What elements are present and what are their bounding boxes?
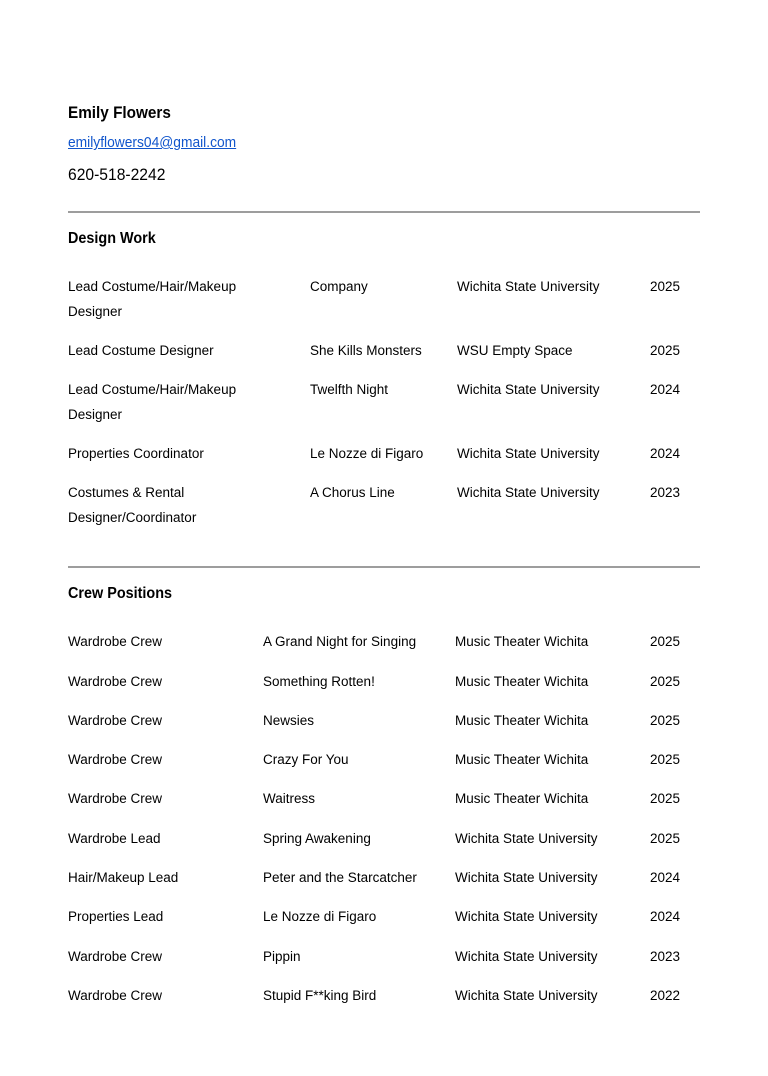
email-line <box>68 134 700 152</box>
cell-production: Crazy For You <box>263 752 349 768</box>
section-title: Crew Positions <box>68 584 173 602</box>
cell-role: Wardrobe Crew <box>68 673 163 689</box>
cell-production: Peter and the Starcatcher <box>263 870 417 886</box>
cell-organization: Music Theater Wichita <box>455 791 589 807</box>
cell-role: Hair/Makeup Lead <box>68 870 179 886</box>
cell-year: 2025 <box>650 343 681 359</box>
cell-year: 2024 <box>650 909 681 925</box>
table-row <box>68 371 700 435</box>
table-row <box>68 268 700 332</box>
table-row <box>68 977 700 1016</box>
table-row <box>68 938 700 977</box>
section-design-work <box>68 211 700 538</box>
cell-organization: Music Theater Wichita <box>455 673 589 689</box>
cell-role: Wardrobe Crew <box>68 948 163 964</box>
cell-organization: Music Theater Wichita <box>455 634 589 650</box>
table-row <box>68 820 700 859</box>
cell-production: She Kills Monsters <box>310 343 422 359</box>
table-row <box>68 702 700 741</box>
cell-year: 2024 <box>650 382 681 398</box>
cell-production: Twelfth Night <box>310 382 389 398</box>
cell-role: Lead Costume/Hair/Makeup Designer <box>68 382 237 422</box>
cell-role: Wardrobe Crew <box>68 987 163 1003</box>
cell-year: 2023 <box>650 948 681 964</box>
sections-container <box>68 211 700 1016</box>
cell-role: Properties Coordinator <box>68 445 204 461</box>
cell-production: Something Rotten! <box>263 673 375 689</box>
cell-role: Wardrobe Crew <box>68 752 163 768</box>
cell-organization: Wichita State University <box>455 948 598 964</box>
cell-organization: Wichita State University <box>457 382 600 398</box>
cell-year: 2024 <box>650 445 681 461</box>
section-divider <box>68 566 700 568</box>
cell-production: Pippin <box>263 948 301 964</box>
cell-role: Wardrobe Crew <box>68 712 163 728</box>
cell-production: Le Nozze di Figaro <box>310 445 424 461</box>
cell-role: Lead Costume/Hair/Makeup Designer <box>68 279 237 319</box>
cell-organization: Music Theater Wichita <box>455 712 589 728</box>
cell-role: Lead Costume Designer <box>68 343 214 359</box>
section-crew-positions <box>68 566 700 1016</box>
table-row <box>68 663 700 702</box>
cell-organization: WSU Empty Space <box>457 343 573 359</box>
cell-year: 2025 <box>650 279 681 295</box>
cell-role: Properties Lead <box>68 909 164 925</box>
table-row <box>68 332 700 371</box>
cell-year: 2022 <box>650 987 681 1003</box>
cell-organization: Wichita State University <box>455 870 598 886</box>
cell-production: Waitress <box>263 791 316 807</box>
table-row <box>68 741 700 780</box>
cell-organization: Wichita State University <box>455 830 598 846</box>
cell-organization: Wichita State University <box>455 909 598 925</box>
cell-organization: Wichita State University <box>457 279 600 295</box>
table-row <box>68 780 700 819</box>
table-row <box>68 859 700 898</box>
cell-production: Newsies <box>263 712 315 728</box>
resume-header <box>68 102 700 185</box>
table-row <box>68 623 700 662</box>
cell-year: 2024 <box>650 870 681 886</box>
cell-production: Company <box>310 279 368 295</box>
cell-role: Costumes & Rental Designer/Coordinator <box>68 485 197 525</box>
person-name: Emily Flowers <box>68 103 171 122</box>
cell-role: Wardrobe Lead <box>68 830 161 846</box>
table-row <box>68 474 700 538</box>
section-divider <box>68 211 700 213</box>
cell-role: Wardrobe Crew <box>68 634 163 650</box>
cell-year: 2025 <box>650 752 681 768</box>
cell-production: A Grand Night for Singing <box>263 634 417 650</box>
credits-table <box>68 268 700 537</box>
cell-organization: Music Theater Wichita <box>455 752 589 768</box>
cell-role: Wardrobe Crew <box>68 791 163 807</box>
credits-table <box>68 623 700 1016</box>
cell-year: 2025 <box>650 791 681 807</box>
cell-year: 2023 <box>650 485 681 501</box>
cell-production: Le Nozze di Figaro <box>263 909 377 925</box>
cell-production: A Chorus Line <box>310 485 395 501</box>
section-title: Design Work <box>68 230 156 248</box>
table-row <box>68 435 700 474</box>
cell-production: Spring Awakening <box>263 830 371 846</box>
email-link[interactable]: emilyflowers04@gmail.com <box>68 134 237 152</box>
phone-number: 620-518-2242 <box>68 165 166 185</box>
cell-year: 2025 <box>650 673 681 689</box>
cell-year: 2025 <box>650 712 681 728</box>
cell-organization: Wichita State University <box>457 445 600 461</box>
cell-year: 2025 <box>650 830 681 846</box>
cell-organization: Wichita State University <box>457 485 600 501</box>
table-row <box>68 898 700 937</box>
cell-production: Stupid F**king Bird <box>263 987 377 1003</box>
cell-year: 2025 <box>650 634 681 650</box>
cell-organization: Wichita State University <box>455 987 598 1003</box>
